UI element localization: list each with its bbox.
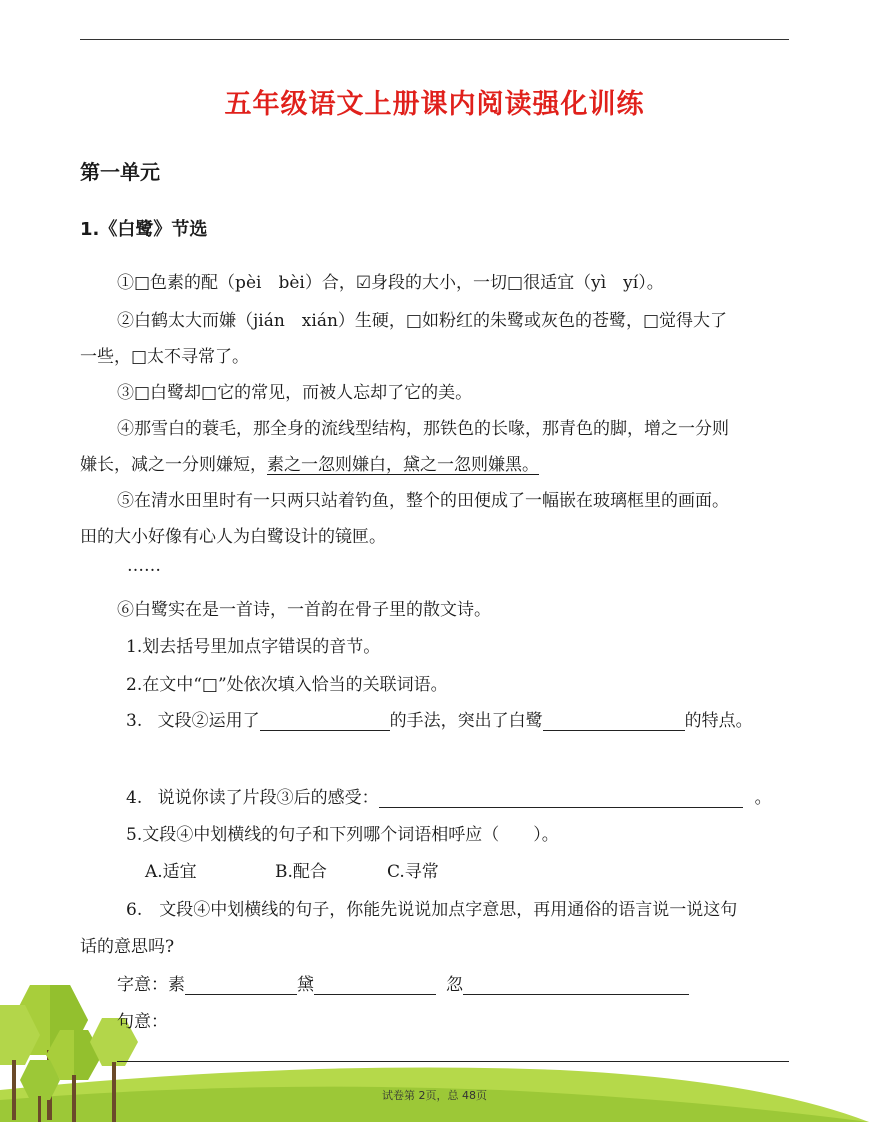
word-meaning-row <box>117 970 689 995</box>
sentence-answer-line[interactable] <box>117 1061 789 1062</box>
answer-blank[interactable] <box>463 975 689 995</box>
option-b[interactable]: B.配合 <box>275 862 327 882</box>
question-text: 的特点。 <box>684 711 753 731</box>
lesson-heading: 1.《白鹭》节选 <box>80 219 208 240</box>
unit-heading: 第一单元 <box>80 160 160 184</box>
question-1: 1.划去括号里加点字错误的音节。 <box>126 637 381 657</box>
passage-text: 嫌长，减之一分则嫌短， <box>80 455 267 475</box>
question-6-cont: 话的意思吗? <box>80 937 175 957</box>
question-4 <box>126 783 772 808</box>
passage-paragraph-4-cont <box>80 450 539 475</box>
page-footer: 试卷第 2页，总 48页 <box>382 1089 487 1102</box>
option-c[interactable]: C.寻常 <box>387 862 439 882</box>
passage-paragraph-2-cont: 一些，□太不寻常了。 <box>80 347 250 367</box>
question-5: 5.文段④中划横线的句子和下列哪个词语相呼应（ ）。 <box>126 825 559 845</box>
answer-blank[interactable] <box>379 788 743 808</box>
word-label: 黛 <box>297 975 314 995</box>
passage-paragraph-5: ⑤在清水田里时有一只两只站着钓鱼，整个的田便成了一幅嵌在玻璃框里的画面。 <box>117 491 729 511</box>
page-title: 五年级语文上册课内阅读强化训练 <box>224 89 645 120</box>
passage-paragraph-6: ⑥白鹭实在是一首诗，一首韵在骨子里的散文诗。 <box>117 600 491 620</box>
question-text: 。 <box>754 788 772 808</box>
sentence-meaning-label: 句意： <box>117 1012 168 1032</box>
word-meaning-label: 字意：素 <box>117 975 185 995</box>
passage-paragraph-3: ③□白鹭却□它的常见，而被人忘却了它的美。 <box>117 383 473 403</box>
word-label: 忽 <box>446 975 463 995</box>
passage-paragraph-2: ②白鹤太大而嫌（jián xián）生硬，□如粉红的朱鹭或灰色的苍鹭，□觉得大了 <box>117 311 728 331</box>
underlined-sentence: 素之一忽则嫌白，黛之一忽则嫌黑。 <box>267 455 539 475</box>
question-text: 文段②运用了 <box>157 711 260 731</box>
ellipsis: …… <box>127 556 161 576</box>
question-2: 2.在文中“□”处依次填入恰当的关联词语。 <box>126 675 448 695</box>
option-a[interactable]: A.适宜 <box>145 862 197 882</box>
passage-paragraph-1: ①□色素的配（pèi bèi）合，☑身段的大小，一切□很适宜（yì yí）。 <box>117 273 664 293</box>
question-number: 3. <box>126 711 143 731</box>
answer-blank[interactable] <box>543 711 685 731</box>
question-number: 4. <box>126 788 143 808</box>
question-text: 的手法，突出了白鹭 <box>389 711 543 731</box>
answer-blank[interactable] <box>314 975 436 995</box>
question-3 <box>126 706 753 731</box>
header-rule <box>80 39 789 40</box>
question-6: 6. 文段④中划横线的句子，你能先说说加点字意思，再用通俗的语言说一说这句 <box>126 900 738 920</box>
question-text: 说说你读了片段③后的感受： <box>157 788 379 808</box>
answer-blank[interactable] <box>185 975 297 995</box>
passage-paragraph-5-cont: 田的大小好像有心人为白鹭设计的镜匣。 <box>80 527 386 547</box>
answer-blank[interactable] <box>260 711 390 731</box>
passage-paragraph-4: ④那雪白的蓑毛，那全身的流线型结构，那铁色的长喙，那青色的脚，增之一分则 <box>117 419 729 439</box>
